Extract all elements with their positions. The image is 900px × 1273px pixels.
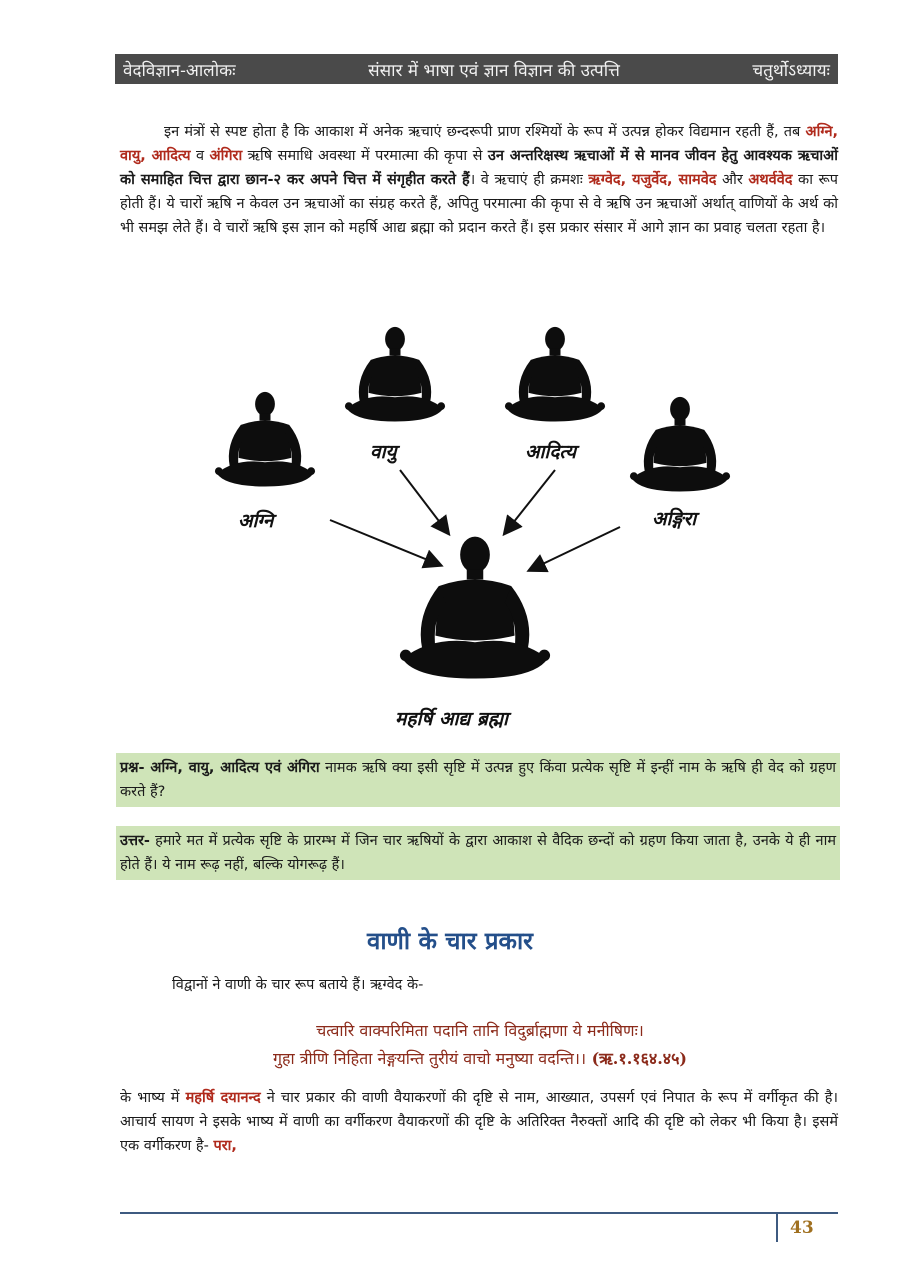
intro-text: ऋषि समाधि अवस्था में परमात्मा की कृपा से [242, 148, 488, 164]
section-lead: विद्वानों ने वाणी के चार रूप बताये हैं। ऋग्वेद के- [172, 977, 424, 993]
verse-block [120, 1017, 840, 1073]
arrow-aditya [505, 470, 555, 533]
page-header [115, 54, 838, 84]
question-rishis: अग्नि, वायु, आदित्य एवं अंगिरा [144, 760, 320, 776]
intro-text: व [190, 148, 210, 164]
label-aditya: आदित्य [525, 441, 576, 463]
verse-line-2: गुहा त्रीणि निहिता नेङ्गयन्ति तुरीयं वाचो मनुष्या वदन्ति।। [272, 1049, 587, 1068]
veda-names: ऋग्वेद, यजुर्वेद, सामवेद [588, 172, 717, 188]
closing-text: ने चार प्रकार की वाणी वैयाकरणों की दृष्टि से नाम, आख्यात, उपसर्ग एवं निपात के रूप में वर्गीकृत की है। आचार्य सायण ने इसके भाष्य में वाणी का वर्गीकरण वैयाकरणों की दृष्टि के अतिरिक्त नैरुक्तों आदि की दृष्टि को लेकर भी किया है। इसमें एक वर्गीकरण है- [120, 1090, 839, 1154]
answer-label: उत्तर- [120, 833, 150, 849]
intro-text: । वे ऋचाएं ही क्रमशः [469, 172, 589, 188]
label-agni: अग्नि [238, 510, 274, 532]
dayanand-name: महर्षि दयानन्द [185, 1090, 261, 1106]
header-chapter-number: चतुर्थोऽध्यायः [752, 60, 830, 81]
agni-silhouette [215, 392, 315, 487]
footer-rule [120, 1212, 838, 1214]
arrow-agni [330, 520, 440, 565]
question-box [116, 753, 840, 807]
answer-text: हमारे मत में प्रत्येक सृष्टि के प्रारम्भ में जिन चार ऋषियों के द्वारा आकाश से वैदिक छन्दों को ग्रहण किया जाता है, उनके ये ही नाम होते हैं। ये नाम रूढ़ नहीं, बल्कि योगरूढ़ हैं। [120, 833, 836, 873]
rishi-names: अग्नि, वायु, आदित्य [120, 124, 838, 164]
closing-paragraph [120, 1086, 838, 1158]
question-text: नामक ऋषि क्या इसी सृष्टि में उत्पन्न हुए किंवा प्रत्येक सृष्टि में इन्हीं नाम के ऋषि ही वेद को ग्रहण करते हैं? [120, 760, 836, 800]
page-number: 43 [790, 1218, 814, 1238]
aditya-silhouette [505, 327, 605, 422]
intro-paragraph [120, 120, 838, 240]
vayu-silhouette [345, 327, 445, 422]
label-vayu: वायु [370, 441, 397, 463]
intro-text: और [716, 172, 749, 188]
header-book-title: वेदविज्ञान-आलोकः [123, 60, 236, 81]
answer-box [116, 826, 840, 880]
angira-silhouette [630, 397, 730, 492]
arrow-vayu [400, 470, 448, 533]
header-chapter-title: संसार में भाषा एवं ज्ञान विज्ञान की उत्पत्ति [368, 60, 620, 81]
label-brahma: महर्षि आद्य ब्रह्मा [395, 708, 508, 730]
intro-text: इन मंत्रों से स्पष्ट होता है कि आकाश में अनेक ऋचाएं छन्दरूपी प्राण रश्मियों के रूप में उत्पन्न होकर विद्यमान रहती हैं, तब [164, 124, 806, 140]
verse-line-2-wrap [120, 1045, 840, 1073]
intro-text: का रूप होती हैं। ये चारों ऋषि न केवल उन ऋचाओं का संग्रह करते हैं, अपितु परमात्मा की कृपा से वे ऋषि उन ऋचाओं अर्थात् वाणियों के अर्थ को भी समझ लेते हैं। वे चारों ऋषि इस ज्ञान को महर्षि आद्य ब्रह्मा को प्रदान करते हैं। इस प्रकार संसार में आगे ज्ञान का प्रवाह चलता रहता है। [120, 172, 838, 236]
rishi-angira: अंगिरा [209, 148, 243, 164]
meditation-figure [180, 305, 740, 745]
veda-atharva: अथर्ववेद [748, 172, 793, 188]
closing-text: के भाष्य में [120, 1090, 186, 1106]
footer-separator [776, 1212, 778, 1242]
para-word: परा, [213, 1138, 237, 1154]
arrow-angira [530, 527, 620, 570]
intro-bold-text: उन अन्तरिक्षस्थ ऋचाओं में से मानव जीवन हेतु आवश्यक ऋचाओं को समाहित चित्त द्वारा छान-२ कर अपने चित्त में संगृहीत करते हैं [120, 148, 838, 188]
verse-reference: (ऋ.१.१६४.४५) [586, 1049, 688, 1068]
question-label: प्रश्न- [120, 760, 145, 776]
label-angira: अङ्गिरा [652, 508, 697, 530]
section-title: वाणी के चार प्रकार [366, 927, 534, 955]
verse-line-1: चत्वारि वाक्परिमिता पदानि तानि विदुर्ब्राह्मणा ये मनीषिणः। [316, 1021, 644, 1040]
